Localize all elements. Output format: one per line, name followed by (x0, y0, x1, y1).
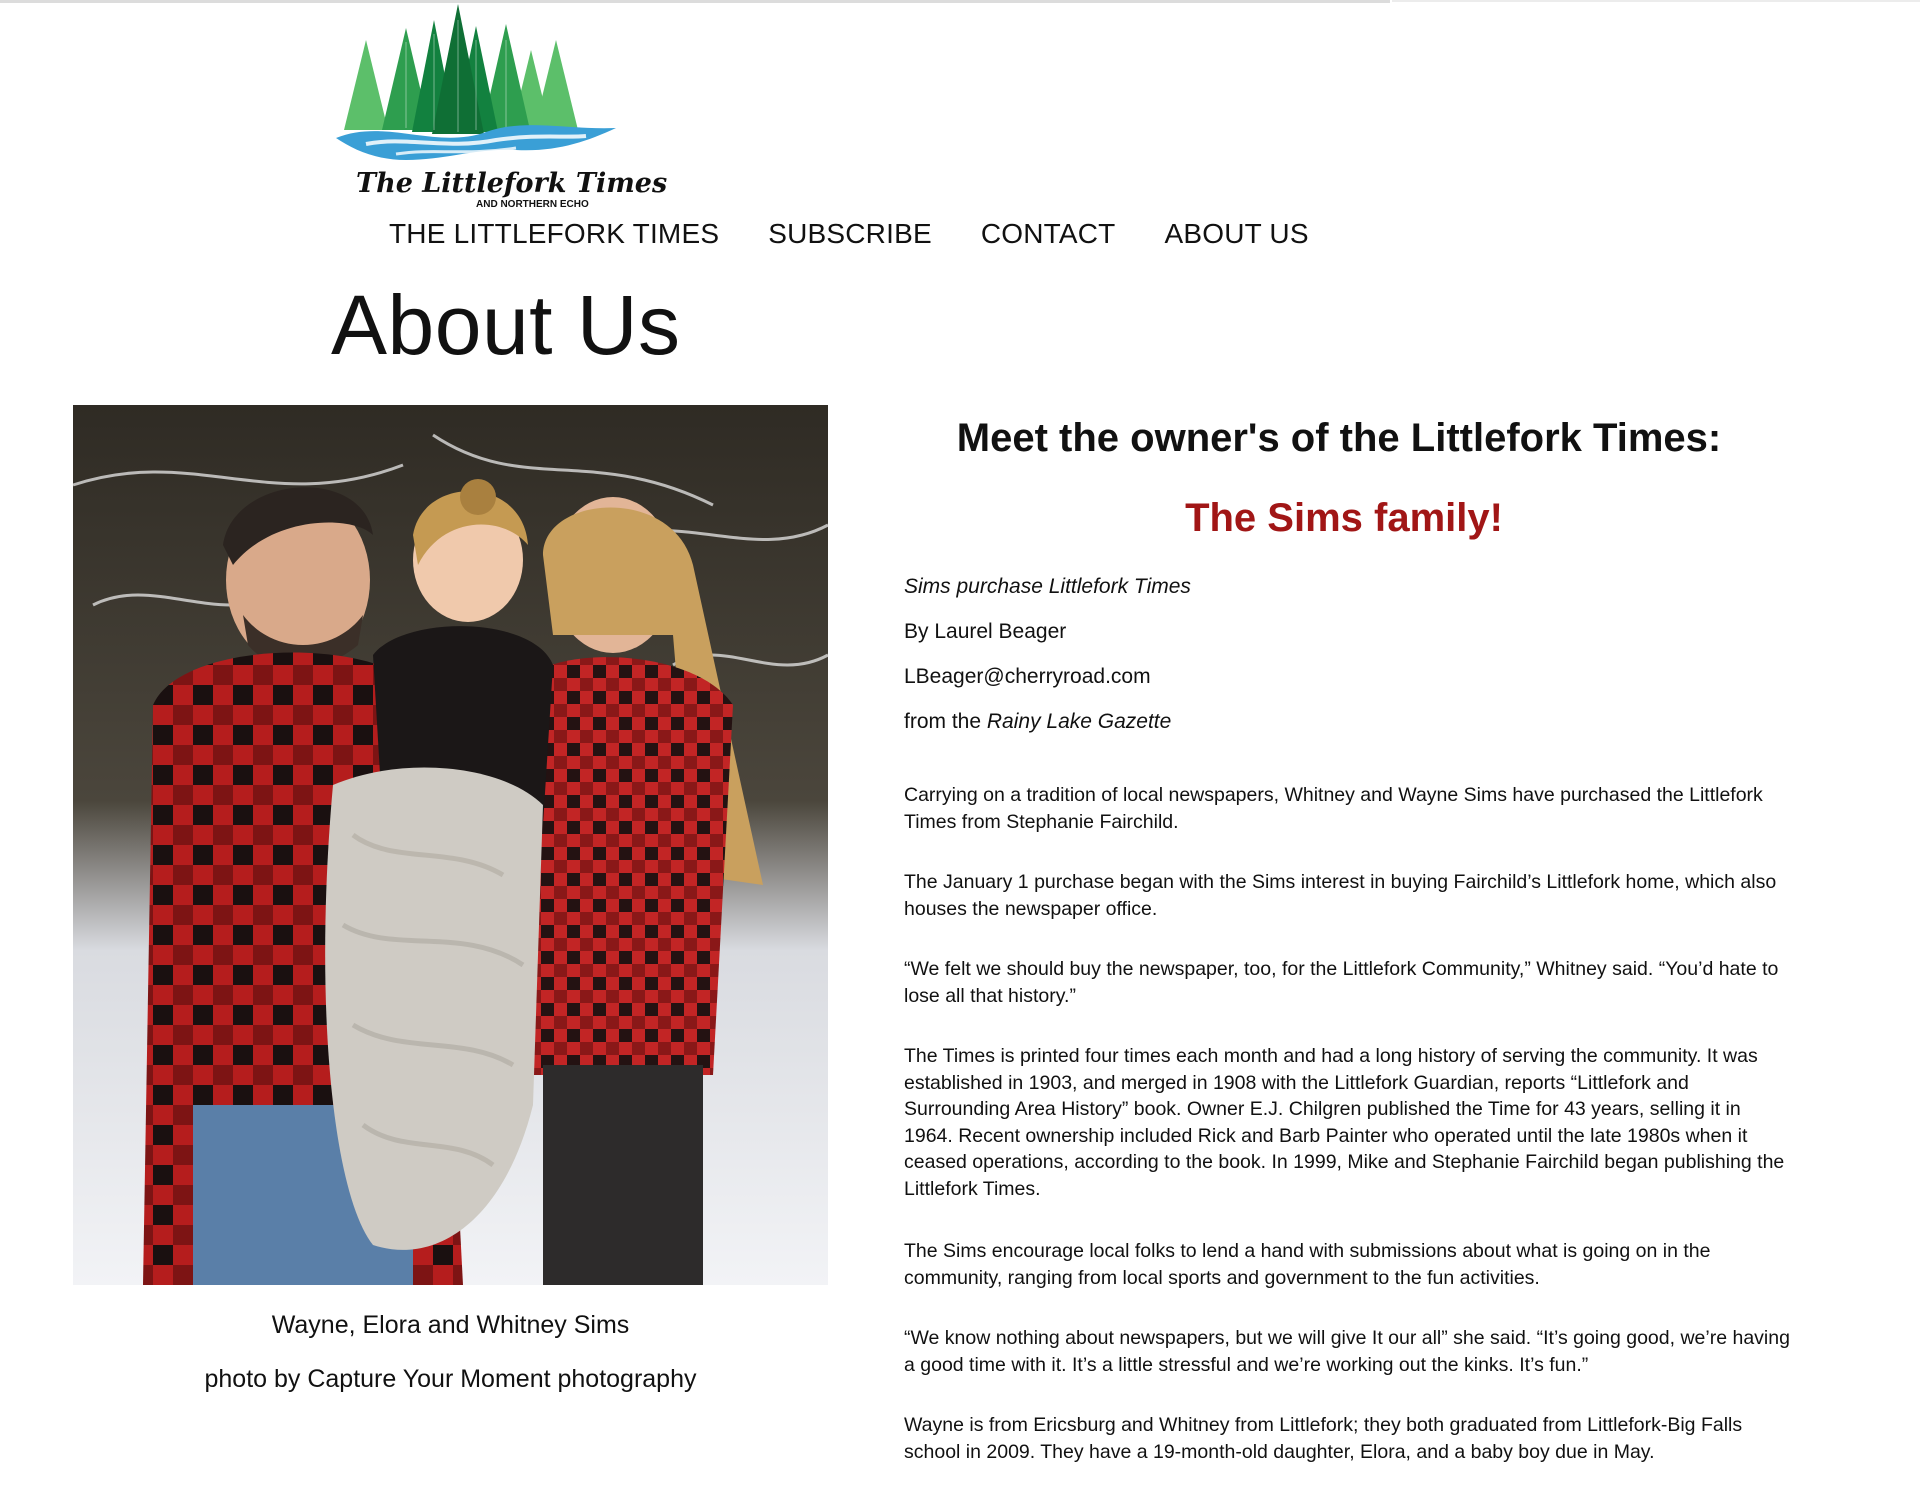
article-paragraph: “We felt we should buy the newspaper, too, for the Littlefork Community,” Whitney said. “You’d hate to lose all that history.” (904, 958, 1779, 1007)
site-logo[interactable] (326, 0, 668, 214)
top-border (0, 0, 1390, 3)
logo-title-text: The Littlefork Times (356, 168, 668, 199)
author-email[interactable]: LBeager@cherryroad.com (904, 665, 1151, 688)
nav-link-contact[interactable]: CONTACT (980, 218, 1116, 249)
main-nav (389, 218, 1309, 250)
photo-caption-credit: photo by Capture Your Moment photography (204, 1365, 697, 1393)
page-title: About Us (331, 278, 681, 372)
article-subhead: The Sims family! (1185, 496, 1503, 540)
nav-link-subscribe[interactable]: SUBSCRIBE (768, 218, 932, 249)
article-headline: Meet the owner's of the Littlefork Times: (956, 416, 1722, 460)
top-border-right (1392, 0, 1920, 2)
article-paragraph: The January 1 purchase began with the Sims interest in buying Fairchild’s Littlefork home, which also houses the newspaper office. (904, 871, 1777, 920)
article-paragraph: The Sims encourage local folks to lend a hand with submissions about what is going on in the community, ranging from local sports and government to the fun activities. (904, 1240, 1711, 1289)
family-photo (73, 405, 828, 1285)
story-title: Sims purchase Littlefork Times (904, 575, 1191, 598)
source-line (904, 707, 1171, 737)
article-paragraph: Wayne is from Ericsburg and Whitney from Littlefork; they both graduated from Littlefork-Big Falls school in 2009. They have a 19-month-old daughter, Elora, and a baby boy due in May. (904, 1414, 1743, 1463)
logo-subtitle-text: AND NORTHERN ECHO (476, 199, 589, 210)
article-paragraph: “We know nothing about newspapers, but we will give It our all” she said. “It’s going good, we’re having a good time with it. It’s a little stressful and we’re working out the kinks. It’s fun.” (904, 1327, 1790, 1376)
nav-link-littlefork-times[interactable]: THE LITTLEFORK TIMES (389, 218, 720, 249)
source-prefix: from the (904, 710, 987, 733)
nav-link-about-us[interactable]: ABOUT US (1164, 218, 1309, 249)
source-name: Rainy Lake Gazette (986, 710, 1172, 733)
photo-caption-names: Wayne, Elora and Whitney Sims (271, 1311, 630, 1339)
article-paragraph: The Times is printed four times each month and had a long history of serving the community. It was established in 1903, and merged in 1908 with the Littlefork Guardian, reports “Littlefork and Surrounding Area History” book. Owner E.J. Chilgren published the Time for 43 years, selling it in 1964. Recent ownership included Rick and Barb Painter who operated until the late 1980s when it ceased operations, according to the book. In 1999, Mike and Stephanie Fairchild began publishing the Littlefork Times. (904, 1045, 1785, 1200)
pine-trees-river-logo-icon (326, 0, 668, 214)
byline: By Laurel Beager (904, 620, 1067, 643)
article-paragraph: Carrying on a tradition of local newspapers, Whitney and Wayne Sims have purchased the Littlefork Times from Stephanie Fairchild. (904, 784, 1763, 833)
